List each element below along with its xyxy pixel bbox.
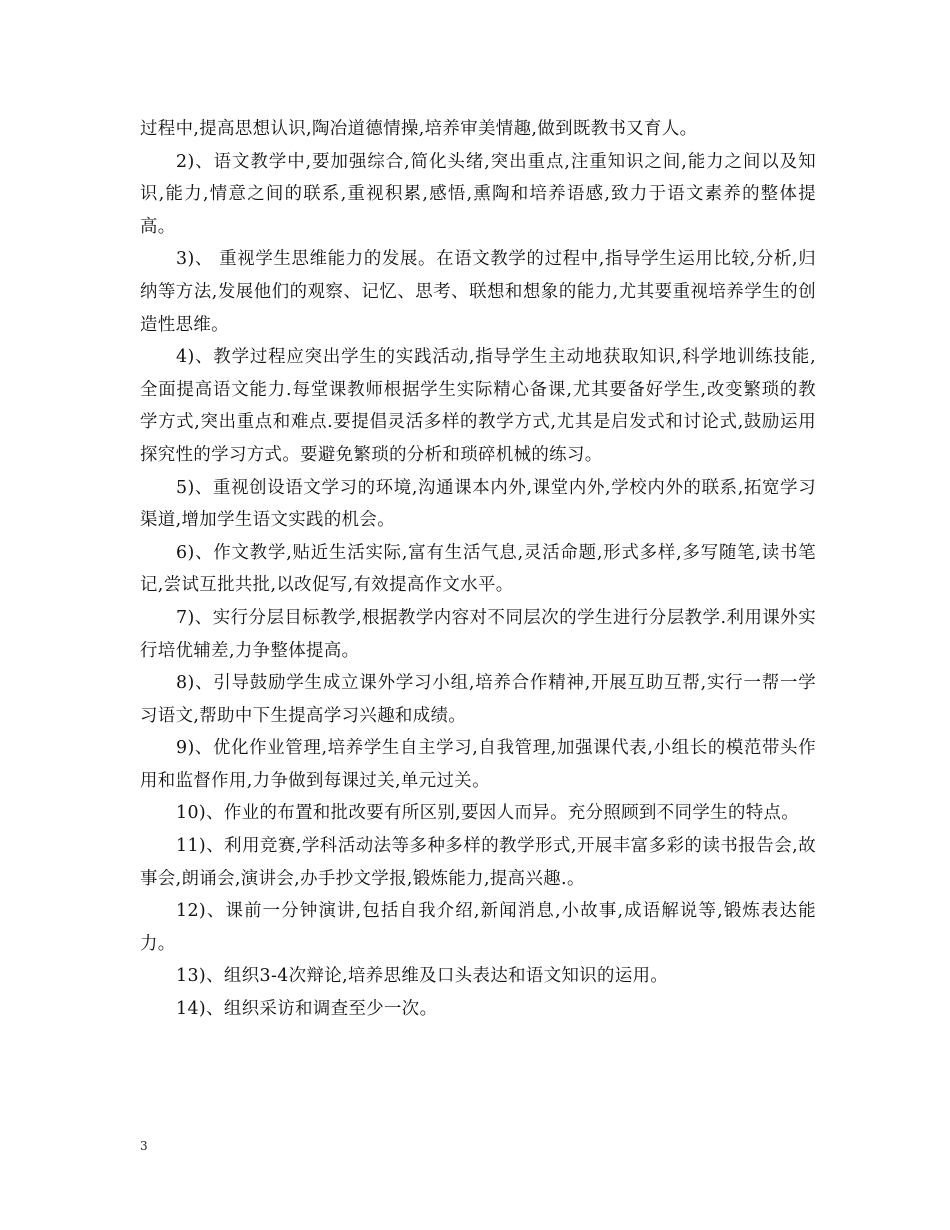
paragraph-item-10: 10)、作业的布置和批改要有所区别,要因人而异。充分照顾到不同学生的特点。 <box>176 803 800 824</box>
paragraph-item-7: 7)、实行分层目标教学,根据教学内容对不同层次的学生进行分层教学.利用课外实行培优辅差,力争整体提高。 <box>140 607 816 661</box>
paragraph-item-12: 12)、课前一分钟演讲,包括自我介绍,新闻消息,小故事,成语解说等,锻炼表达能力。 <box>140 901 816 954</box>
paragraph-item-14: 14)、组织采访和调查至少一次。 <box>176 999 438 1020</box>
paragraph-item-5: 5)、重视创设语文学习的环境,沟通课本内外,课堂内外,学校内外的联系,拓宽学习渠道,增加学生语文实践的机会。 <box>140 477 816 531</box>
paragraph-item-3: 3)、 重视学生思维能力的发展。在语文教学的过程中,指导学生运用比较,分析,归纳等方法,发展他们的观察、记忆、思考、联想和想象的能力,尤其要重视培养学生的创造性思维。 <box>140 249 816 335</box>
page-number: 3 <box>140 1139 148 1153</box>
paragraph-continuation: 过程中,提高思想认识,陶冶道德情操,培养审美情趣,做到既教书又育人。 <box>140 119 698 139</box>
paragraph-item-8: 8)、引导鼓励学生成立课外学习小组,培养合作精神,开展互助互帮,实行一帮一学习语文,帮助中下生提高学习兴趣和成绩。 <box>140 673 816 726</box>
paragraph-item-6: 6)、作文教学,贴近生活实际,富有生活气息,灵活命题,形式多样,多写随笔,读书笔记,尝试互批共批,以改促写,有效提高作文水平。 <box>140 542 816 596</box>
paragraph-item-9: 9)、优化作业管理,培养学生自主学习,自我管理,加强课代表,小组长的模范带头作用和监督作用,力争做到每课过关,单元过关。 <box>140 738 816 791</box>
paragraph-item-4: 4)、教学过程应突出学生的实践活动,指导学生主动地获取知识,科学地训练技能,全面提高语文能力.每堂课教师根据学生实际精心备课,尤其要备好学生,改变繁琐的教学方式,突出重点和难点.要提倡灵活多样的教学方式,尤其是启发式和讨论式,鼓励运用探究性的学习方式。要避免繁琐的分析和琐碎机械的练习。 <box>140 347 816 465</box>
paragraph-item-13: 13)、组织3-4次辩论,培养思维及口头表达和语文知识的运用。 <box>176 966 669 987</box>
document-body <box>140 113 816 1026</box>
paragraph-item-11: 11)、利用竞赛,学科活动法等多种多样的教学形式,开展丰富多彩的读书报告会,故事会,朗诵会,演讲会,办手抄文学报,锻炼能力,提高兴趣.。 <box>140 836 816 889</box>
paragraph-item-2: 2)、语文教学中,要加强综合,简化头绪,突出重点,注重知识之间,能力之间以及知识,能力,情意之间的联系,重视积累,感悟,熏陶和培养语感,致力于语文素养的整体提高。 <box>140 151 816 237</box>
